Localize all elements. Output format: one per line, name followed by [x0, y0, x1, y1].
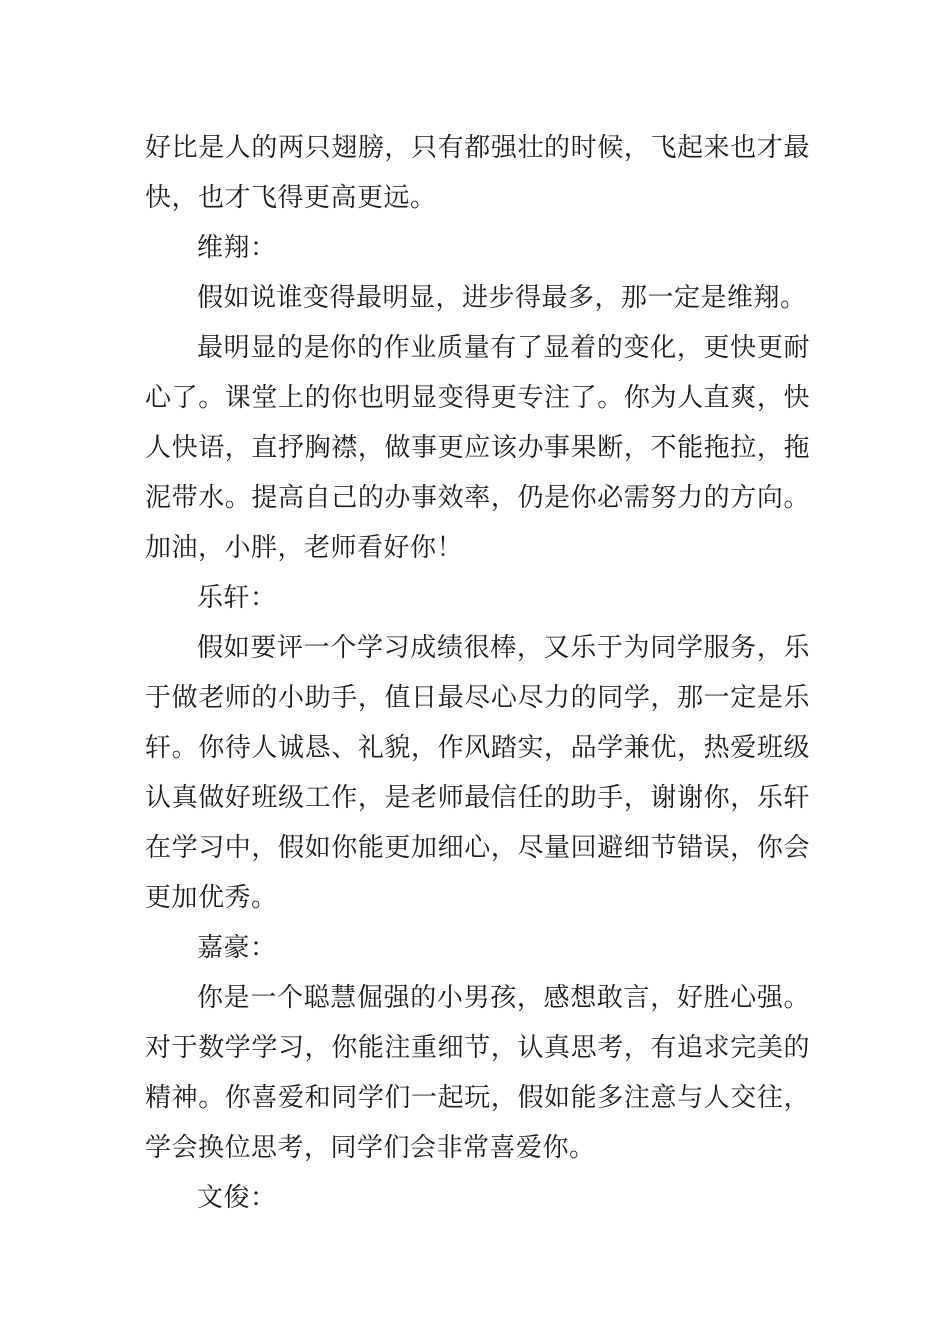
- student-name-lexuan: 乐轩：: [197, 583, 277, 613]
- paragraph-continuation: 好比是人的两只翅膀，只有都强壮的时候，飞起来也才最快，也才飞得更高更远。: [145, 133, 810, 213]
- student-name-weixiang: 维翔：: [197, 233, 277, 263]
- paragraph-weixiang-comment: 最明显的是你的作业质量有了显着的变化，更快更耐心了。课堂上的你也明显变得更专注了。你为人直爽，快人快语，直抒胸襟，做事更应该办事果断，不能拖拉，拖泥带水。提高自己的办事效率，仍是你必需努力的方向。加油，小胖，老师看好你！: [145, 333, 810, 563]
- paragraph-jiahao-comment: 你是一个聪慧倔强的小男孩，感想敢言，好胜心强。对于数学学习，你能注重细节，认真思考，有追求完美的精神。你喜爱和同学们一起玩，假如能多注意与人交往，学会换位思考，同学们会非常喜爱你。: [145, 983, 810, 1163]
- student-name-jiahao: 嘉豪：: [197, 933, 277, 963]
- paragraph-weixiang-intro: 假如说谁变得最明显，进步得最多，那一定是维翔。: [197, 283, 807, 313]
- paragraph-lexuan-comment: 假如要评一个学习成绩很棒，又乐于为同学服务，乐于做老师的小助手，值日最尽心尽力的同学，那一定是乐轩。你待人诚恳、礼貌，作风踏实，品学兼优，热爱班级认真做好班级工作，是老师最信任的助手，谢谢你，乐轩在学习中，假如你能更加细心，尽量回避细节错误，你会更加优秀。: [145, 633, 810, 913]
- student-name-wenjun: 文俊：: [197, 1183, 277, 1213]
- document-body: [145, 123, 810, 1223]
